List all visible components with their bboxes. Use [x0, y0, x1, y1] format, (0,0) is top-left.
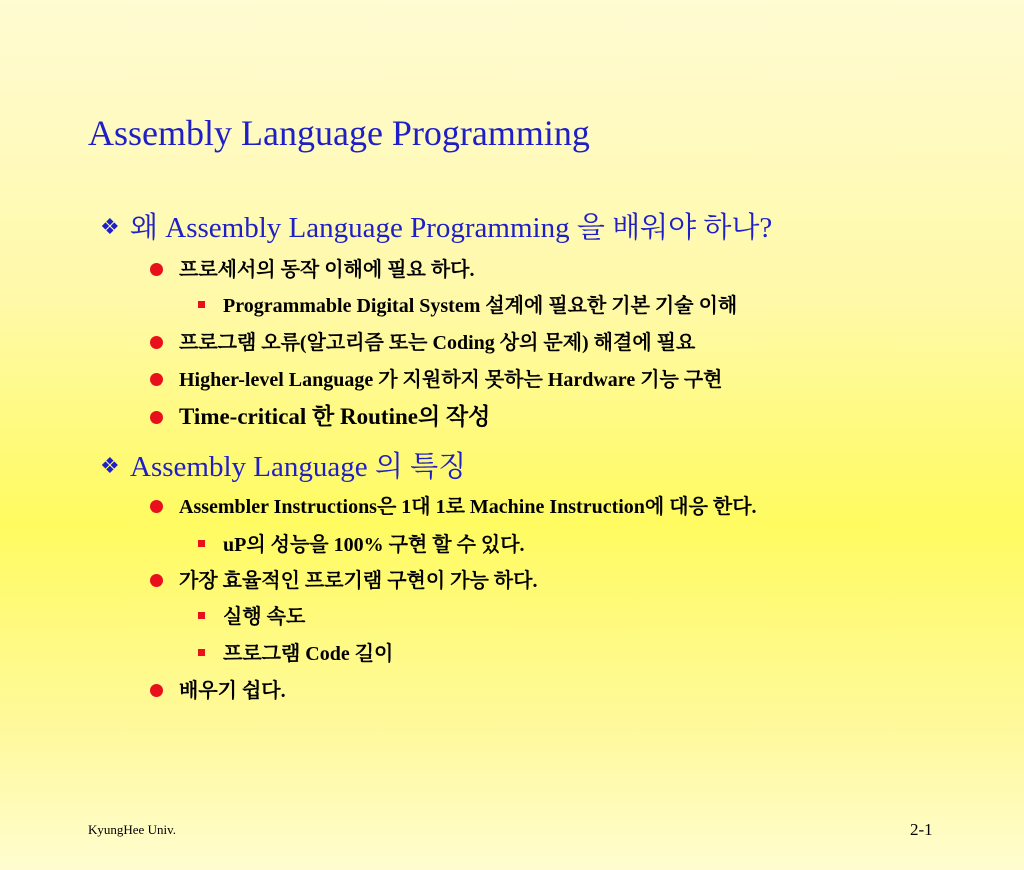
red-square-bullet-icon — [198, 301, 205, 308]
bullet-text: Higher-level Language 가 지원하지 못하는 Hardware 기능 구현 — [179, 369, 723, 391]
section-heading-1 — [100, 205, 772, 246]
red-dot-bullet-icon — [150, 263, 163, 276]
section-heading-text: 왜 Assembly Language Programming 을 배워야 하나? — [130, 212, 773, 244]
bullet-item — [150, 253, 474, 282]
red-square-bullet-icon — [198, 540, 205, 547]
bullet-text: Time-critical 한 Routine의 작성 — [179, 404, 491, 429]
sub-bullet-item — [198, 289, 737, 318]
bullet-item — [150, 326, 695, 355]
sub-bullet-item — [198, 528, 525, 557]
bullet-item — [150, 564, 537, 593]
red-dot-bullet-icon — [150, 574, 163, 587]
bullet-item — [150, 363, 722, 392]
bullet-text: 프로그램 오류(알고리즘 또는 Coding 상의 문제) 해결에 필요 — [179, 332, 696, 354]
footer-university: KyungHee Univ. — [88, 822, 176, 837]
red-square-bullet-icon — [198, 649, 205, 656]
section-heading-2 — [100, 444, 466, 485]
bullet-item — [150, 674, 286, 703]
red-square-bullet-icon — [198, 612, 205, 619]
slide-title: Assembly Language Programming — [88, 113, 590, 153]
bullet-text: Assembler Instructions은 1대 1로 Machine Instruction에 대응 한다. — [179, 496, 757, 518]
red-dot-bullet-icon — [150, 373, 163, 386]
diamond-bullet-icon: ❖ — [100, 453, 120, 478]
section-heading-text: Assembly Language 의 특징 — [130, 451, 467, 483]
red-dot-bullet-icon — [150, 684, 163, 697]
bullet-text: 배우기 쉽다. — [179, 680, 286, 702]
bullet-text: 프로세서의 동작 이해에 필요 하다. — [179, 259, 475, 281]
slide-number: 2-1 — [910, 820, 933, 839]
sub-bullet-item — [198, 600, 305, 629]
diamond-bullet-icon: ❖ — [100, 214, 120, 239]
sub-bullet-text: Programmable Digital System 설계에 필요한 기본 기술 이해 — [223, 295, 738, 317]
sub-bullet-text: 실행 속도 — [223, 606, 306, 628]
sub-bullet-item — [198, 637, 393, 666]
red-dot-bullet-icon — [150, 411, 163, 424]
sub-bullet-text: uP의 성능을 100% 구현 할 수 있다. — [223, 534, 525, 556]
red-dot-bullet-icon — [150, 500, 163, 513]
bullet-text: 가장 효율적인 프로기램 구현이 가능 하다. — [179, 570, 538, 592]
sub-bullet-text: 프로그램 Code 길이 — [223, 643, 394, 665]
bullet-item — [150, 398, 490, 431]
red-dot-bullet-icon — [150, 336, 163, 349]
bullet-item — [150, 490, 757, 519]
